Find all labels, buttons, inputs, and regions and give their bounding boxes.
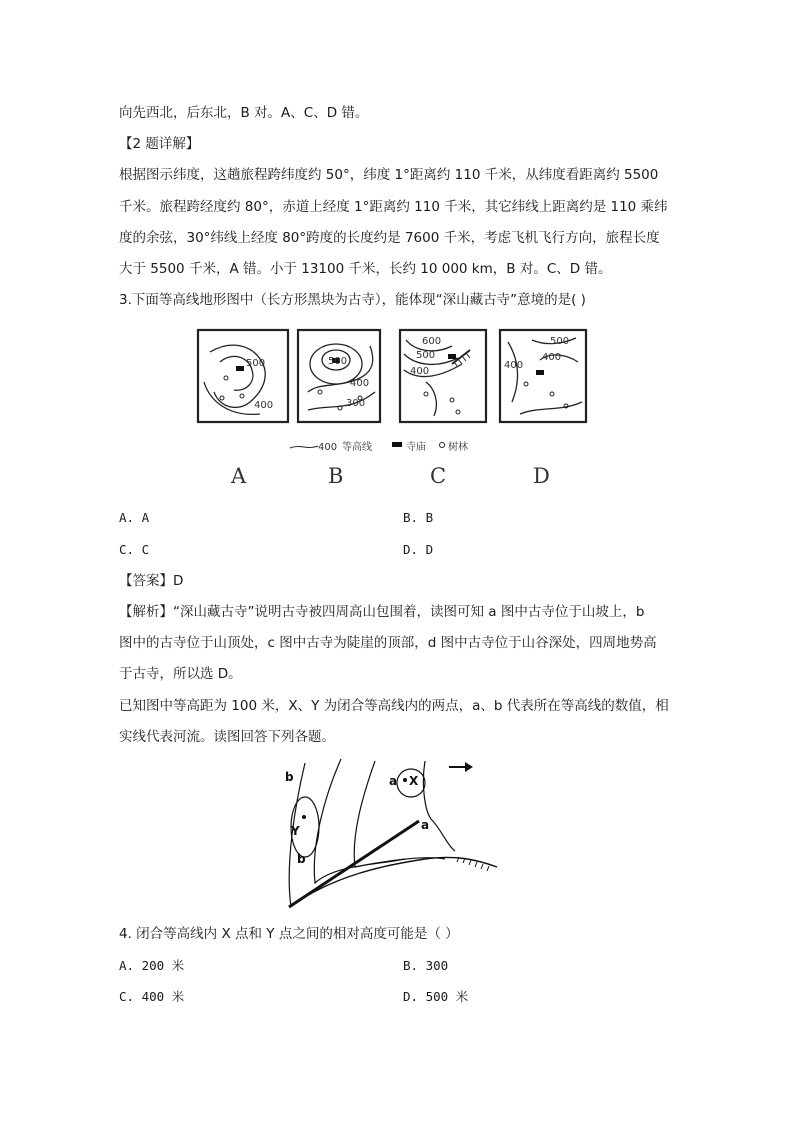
legend-contour-value: 400 <box>318 442 338 453</box>
contour-line <box>354 761 445 867</box>
tree-icon <box>424 392 428 396</box>
tree-icon <box>524 382 528 386</box>
legend-tree-label: 树林 <box>448 442 468 453</box>
map-d-contour-label: 500 <box>550 336 570 347</box>
q3-option-b: B. B <box>403 510 434 525</box>
text-line-6: 大于 5500 千米，A 错。小于 13100 千米，长约 10 000 km，B 对。C、D 错。 <box>119 261 612 277</box>
label-x: X <box>409 774 419 788</box>
map-c-contour-label: 600 <box>422 336 442 347</box>
map-d-contour-label: 400 <box>504 360 524 371</box>
map-d-contour <box>508 342 518 402</box>
intro-line-2: 实线代表河流。读图回答下列各题。 <box>119 729 335 745</box>
analysis-line-3: 于古寺，所以选 D。 <box>119 666 242 682</box>
map-d-temple-icon <box>536 370 544 375</box>
text-line-5: 度的余弦，30°纬线上经度 80°跨度的长度约是 7600 千米，考虑飞机飞行方向，旅程长度 <box>119 230 660 246</box>
label-a-right: a <box>421 818 430 832</box>
q4-option-a: A. 200 米 <box>119 958 185 973</box>
map-d-label: D <box>533 464 550 488</box>
q4-option-d: D. 500 米 <box>403 989 469 1004</box>
tree-icon <box>240 394 244 398</box>
map-c-contour <box>426 382 436 416</box>
tree-icon <box>550 392 554 396</box>
answer-line: 【答案】D <box>119 573 184 589</box>
label-y: Y <box>291 824 300 838</box>
arrow-head-icon <box>465 762 473 772</box>
legend-temple-icon <box>392 442 402 447</box>
point-y-icon <box>302 815 306 819</box>
text-line-4: 千米。旅程跨经度约 80°，赤道上经度 1°距离约 110 千米，其它纬线上距离约是 110 乘纬 <box>119 199 668 215</box>
tree-icon <box>318 390 322 394</box>
q3-option-c: C. C <box>119 542 150 557</box>
map-d-contour-label: 400 <box>542 352 562 363</box>
q4-option-b: B. 300 <box>403 958 449 973</box>
analysis-line-2: 图中的古寺位于山顶处，c 图中古寺为陡崖的顶部，d 图中古寺位于山谷深处，四周地势高 <box>119 635 657 651</box>
map-a-contour-label: 500 <box>246 358 266 369</box>
map-a-contour <box>210 345 265 407</box>
legend-contour-label: 等高线 <box>342 442 372 453</box>
map-a-frame <box>198 330 288 422</box>
point-x-icon <box>403 778 407 782</box>
legend-contour-line <box>290 446 318 448</box>
text-line-1: 向先西北，后东北，B 对。A、C、D 错。 <box>119 105 369 121</box>
map-a-contour-label: 400 <box>254 400 274 411</box>
tree-icon <box>220 396 224 400</box>
legend-tree-icon <box>440 443 445 448</box>
river-line <box>289 857 497 907</box>
question-3: 3.下面等高线地形图中（长方形黑块为古寺），能体现“深山藏古寺”意境的是( ) <box>119 292 586 308</box>
q3-option-d: D. D <box>403 542 434 557</box>
contour-line <box>423 761 455 851</box>
map-c-contour-label: 500 <box>416 350 436 361</box>
label-b-bottom: b <box>297 852 306 866</box>
map-c-label: C <box>430 464 447 488</box>
map-c-contour-label: 400 <box>410 366 430 377</box>
map-b-contour-label: 300 <box>346 398 366 409</box>
q3-option-a: A. A <box>119 510 150 525</box>
map-a-temple-icon <box>236 366 244 371</box>
map-a-label: A <box>231 464 247 488</box>
map-d-contour <box>520 402 582 414</box>
contour-river-figure <box>275 755 505 915</box>
label-b-top: b <box>285 770 294 784</box>
tree-icon <box>456 410 460 414</box>
map-b-contour-label: 400 <box>350 378 370 389</box>
map-b-label: B <box>328 464 344 488</box>
tree-icon <box>450 398 454 402</box>
q4-option-c: C. 400 米 <box>119 989 185 1004</box>
map-b-contour-label: 500 <box>328 356 348 367</box>
analysis-line-1: 【解析】“深山藏古寺”说明古寺被四周高山包围着，读图可知 a 图中古寺位于山坡上，b <box>119 604 645 620</box>
map-a-contour <box>204 382 260 414</box>
section-header-q2: 【2 题详解】 <box>119 136 200 152</box>
tree-icon <box>224 376 228 380</box>
label-a-top: a <box>389 774 398 788</box>
question-4: 4. 闭合等高线内 X 点和 Y 点之间的相对高度可能是（ ） <box>119 926 459 942</box>
intro-line-1: 已知图中等高距为 100 米，X、Y 为闭合等高线内的两点，a、b 代表所在等高线的数值，相 <box>119 698 669 714</box>
legend-temple-label: 寺庙 <box>406 442 426 453</box>
map-c-temple-icon <box>448 354 456 359</box>
text-line-3: 根据图示纬度，这趟旅程跨纬度约 50°，纬度 1°距离约 110 千米，从纬度看距离约 5500 <box>119 167 659 183</box>
